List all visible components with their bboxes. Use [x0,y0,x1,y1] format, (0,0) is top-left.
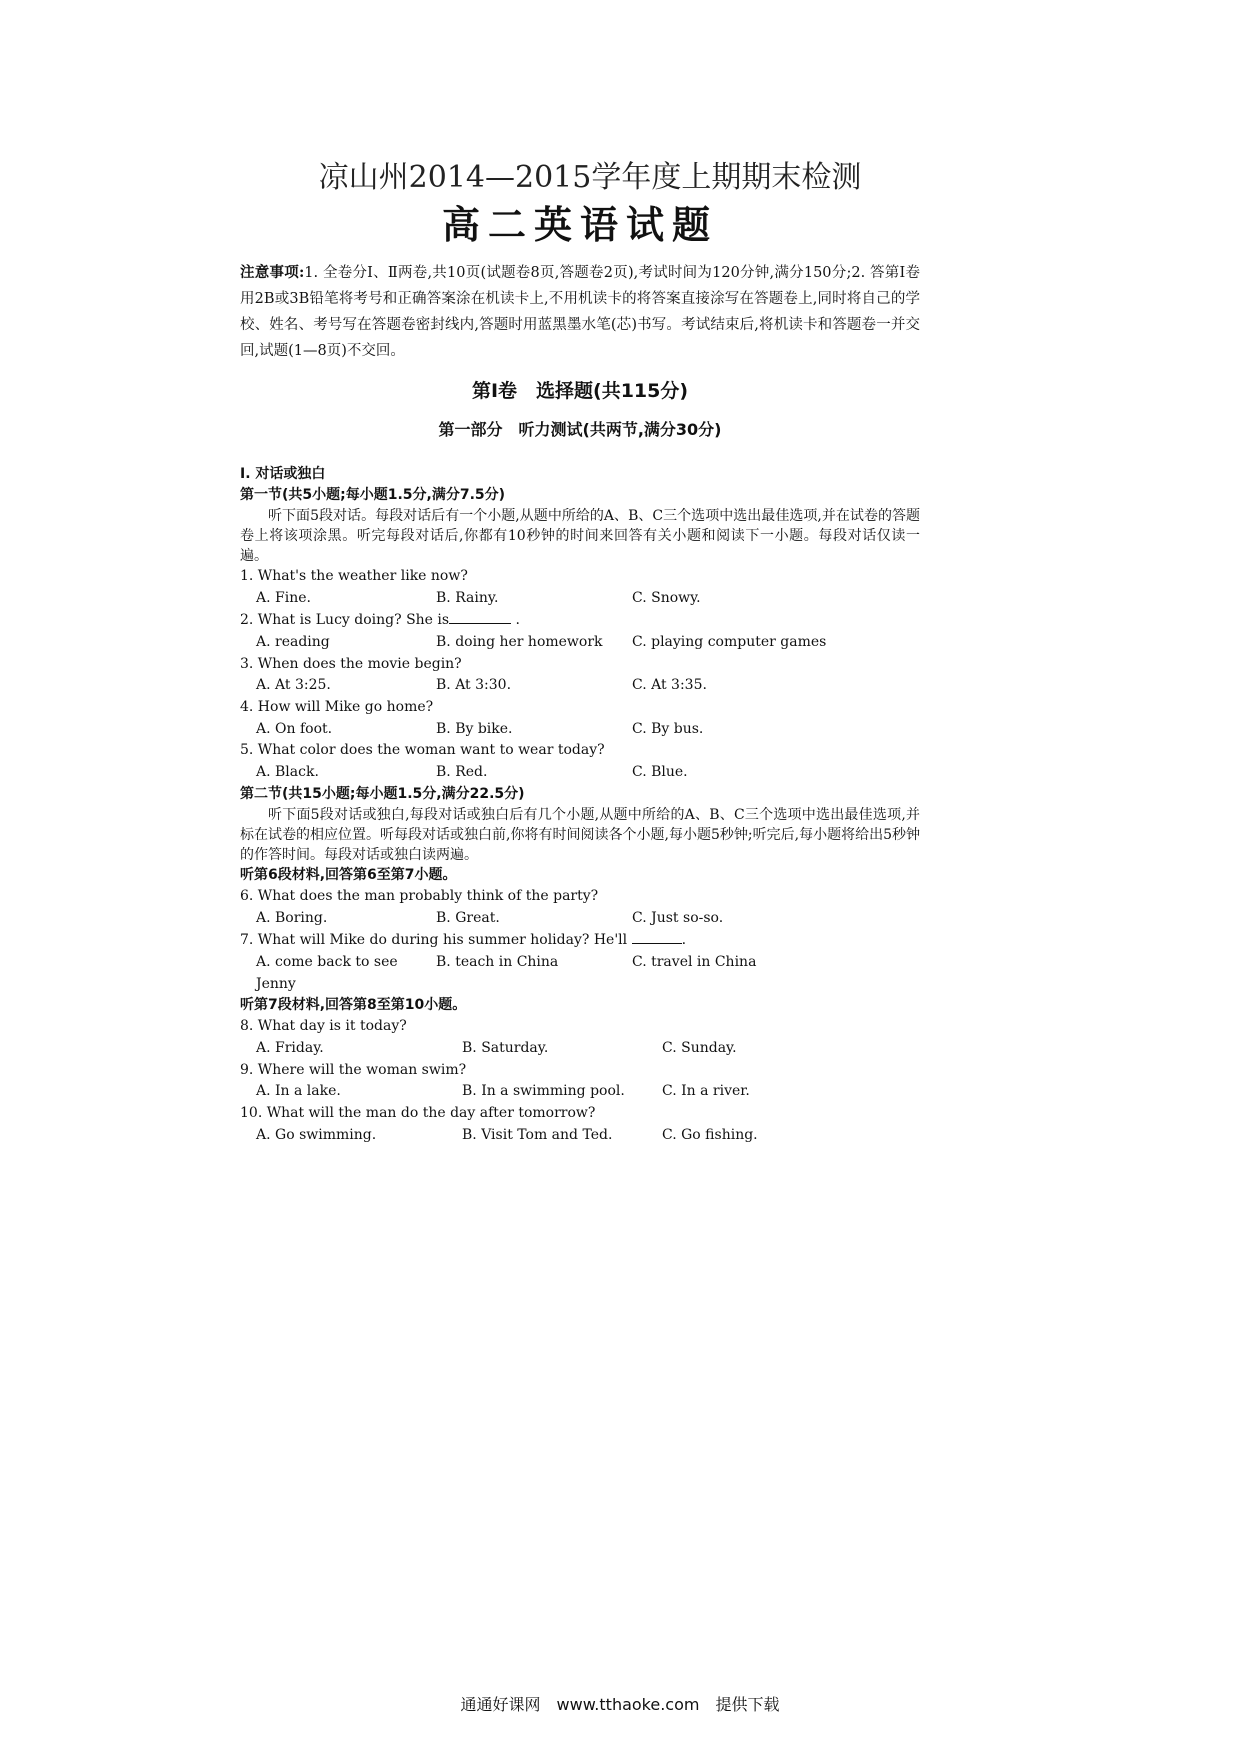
option-b: B. Rainy. [436,589,499,606]
notice-text: 1. 全卷分Ⅰ、Ⅱ两卷,共10页(试题卷8页,答题卷2页),考试时间为120分钟,满分150分;2. 答第Ⅰ卷用2B或3B铅笔将考号和正确答案涂在机读卡上,不用机读卡的将答案直接涂写在答题卷上,同时将自己的学校、姓名、考号写在答题卷密封线内,答题时用蓝黑墨水笔(芯)书写。考试结束后,将机读卡和答题卷一并交回,试题(1—8页)不交回。 [240,264,920,359]
sub2-heading: 第二节(共15小题;每小题1.5分,满分22.5分) [240,785,525,802]
option-b: B. Visit Tom and Ted. [462,1126,613,1143]
question-6-options [240,908,920,930]
group7-heading: 听第7段材料,回答第8至第10小题。 [240,997,467,1014]
question-9: 9. Where will the woman swim? [240,1061,467,1078]
option-b: B. teach in China [436,953,559,970]
option-a: A. Friday. [256,1040,324,1057]
question-5: 5. What color does the woman want to wear today? [240,742,605,759]
option-c: C. Just so-so. [632,909,724,926]
option-c: C. travel in China [632,953,757,970]
option-b: B. In a swimming pool. [462,1083,625,1100]
section-label: Ⅰ. 对话或独白 [240,465,326,482]
question-2 [240,609,920,632]
exam-title: 高二英语试题 [441,202,718,247]
question-1: 1. What's the weather like now? [240,567,468,584]
option-c: C. Blue. [632,764,688,781]
question-10-options [240,1125,920,1147]
question-1-options [240,588,920,610]
answer-blank [632,929,682,944]
question-5-options [240,762,920,784]
volume-title: 第Ⅰ卷 选择题(共115分) [471,379,689,402]
question-7-text: 7. What will Mike do during his summer holiday? He'll [240,932,628,949]
option-c: C. Go fishing. [662,1126,758,1143]
option-b: B. By bike. [436,720,513,737]
question-7 [240,929,920,952]
option-a: A. Go swimming. [256,1126,377,1143]
option-b: B. doing her homework [436,633,603,650]
exam-page [240,160,920,1147]
question-10: 10. What will the man do the day after tomorrow? [240,1105,596,1122]
question-6: 6. What does the man probably think of the party? [240,887,599,904]
notice-label: 注意事项: [240,263,305,281]
question-4-options [240,719,920,741]
page-footer: 通通好课网 www.tthaoke.com 提供下载 [460,1695,780,1714]
option-c: C. playing computer games [632,633,827,650]
option-b: B. Saturday. [462,1040,549,1057]
sub1-heading: 第一节(共5小题;每小题1.5分,满分7.5分) [240,486,506,503]
sub1-instructions: 听下面5段对话。每段对话后有一个小题,从题中所给的A、B、C三个选项中选出最佳选项,并在试卷的答题卷上将该项涂黑。听完每段对话后,你都有10秒钟的时间来回答有关小题和阅读下一小题。每段对话仅读一遍。 [240,507,920,564]
option-a: A. In a lake. [256,1083,341,1100]
option-c: C. By bus. [632,720,704,737]
part-title: 第一部分 听力测试(共两节,满分30分) [438,419,722,439]
option-c: C. In a river. [662,1083,750,1100]
question-3: 3. When does the movie begin? [240,655,462,672]
question-7-options [240,952,920,995]
question-9-options [240,1081,920,1103]
notice-block [240,260,920,364]
option-b: B. At 3:30. [436,677,512,694]
option-a: A. come back to see Jenny [256,953,398,992]
question-8: 8. What day is it today? [240,1018,407,1035]
option-c: C. Sunday. [662,1040,737,1057]
option-a: A. reading [256,633,330,650]
option-a: A. Boring. [256,909,328,926]
exam-header-line1: 凉山州2014—2015学年度上期期末检测 [318,160,862,195]
option-c: C. Snowy. [632,589,701,606]
option-a: A. Fine. [256,589,311,606]
sub2-instructions: 听下面5段对话或独白,每段对话或独白后有几个小题,从题中所给的A、B、C三个选项中选出最佳选项,并标在试卷的相应位置。听每段对话或独白前,你将有时间阅读各个小题,每小题5秒钟;听完后,每小题将给出5秒钟的作答时间。每段对话或独白读两遍。 [240,806,920,863]
group6-heading: 听第6段材料,回答第6至第7小题。 [240,866,457,883]
option-b: B. Red. [436,764,488,781]
question-7-suffix: . [681,932,687,949]
option-c: C. At 3:35. [632,677,707,694]
option-a: A. Black. [256,764,319,781]
question-4: 4. How will Mike go home? [240,699,434,716]
question-2-text: 2. What is Lucy doing? She is [240,612,450,629]
question-2-options [240,632,920,654]
question-2-suffix: . [515,612,520,629]
option-a: A. At 3:25. [256,677,331,694]
option-b: B. Great. [436,909,500,926]
question-3-options [240,675,920,697]
question-8-options [240,1038,920,1060]
option-a: A. On foot. [256,720,333,737]
answer-blank [449,609,511,624]
